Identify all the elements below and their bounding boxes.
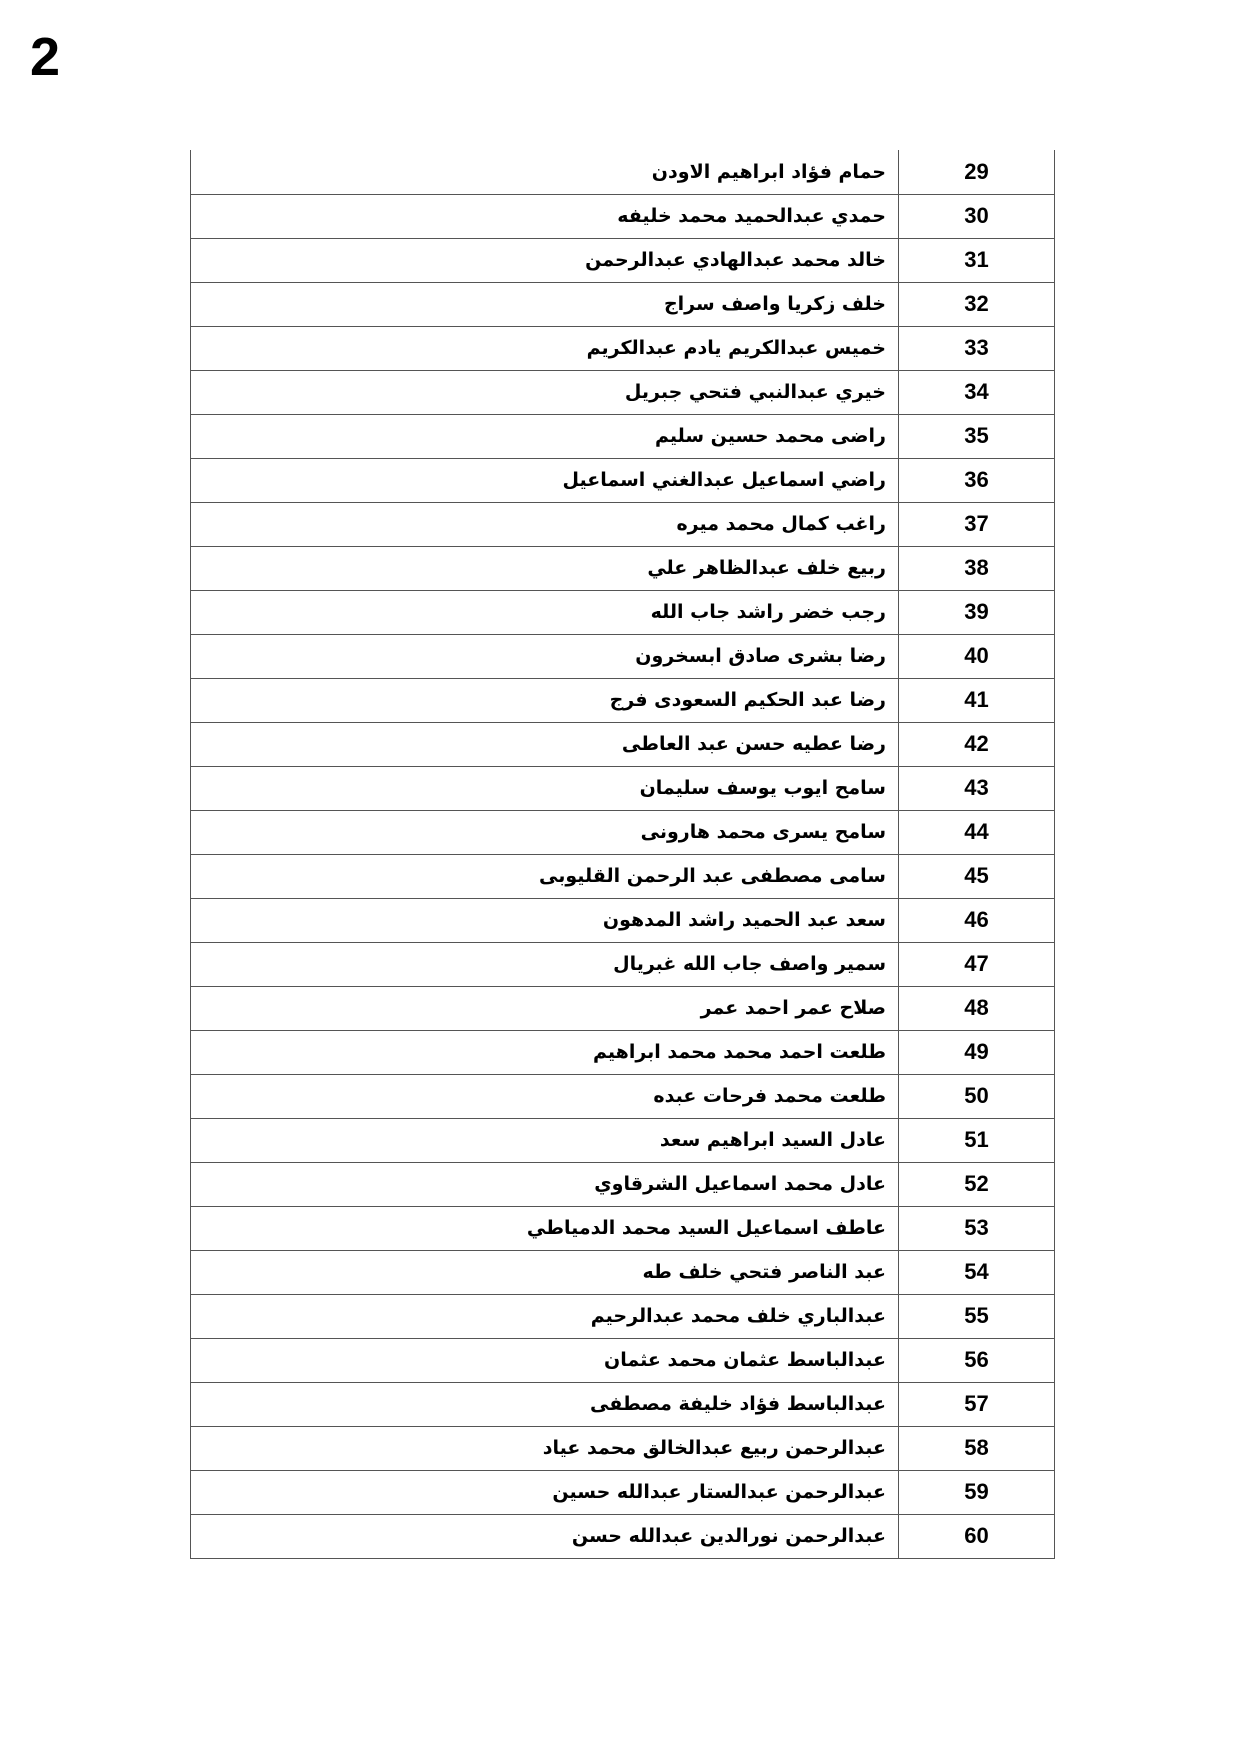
number-cell: 45 (899, 854, 1055, 898)
name-cell: سامح ايوب يوسف سليمان (191, 766, 899, 810)
table-row (191, 1162, 1055, 1206)
table-row (191, 1206, 1055, 1250)
table-row (191, 194, 1055, 238)
table-row (191, 1250, 1055, 1294)
name-cell: سامى مصطفى عبد الرحمن القليوبى (191, 854, 899, 898)
number-cell: 29 (899, 150, 1055, 194)
name-cell: خميس عبدالكريم يادم عبدالكريم (191, 326, 899, 370)
name-cell: عاطف اسماعيل السيد محمد الدمياطي (191, 1206, 899, 1250)
number-cell: 42 (899, 722, 1055, 766)
table-row (191, 1294, 1055, 1338)
table-row (191, 546, 1055, 590)
table-row (191, 458, 1055, 502)
name-cell: عبدالرحمن ربيع عبدالخالق محمد عياد (191, 1426, 899, 1470)
table-row (191, 370, 1055, 414)
number-cell: 49 (899, 1030, 1055, 1074)
table-row (191, 1338, 1055, 1382)
number-cell: 56 (899, 1338, 1055, 1382)
number-cell: 53 (899, 1206, 1055, 1250)
name-cell: رضا بشرى صادق ابسخرون (191, 634, 899, 678)
name-cell: طلعت احمد محمد محمد ابراهيم (191, 1030, 899, 1074)
table-row (191, 326, 1055, 370)
name-cell: خالد محمد عبدالهادي عبدالرحمن (191, 238, 899, 282)
name-cell: راضي اسماعيل عبدالغني اسماعيل (191, 458, 899, 502)
table-row (191, 414, 1055, 458)
name-cell: رضا عطيه حسن عبد العاطى (191, 722, 899, 766)
number-cell: 33 (899, 326, 1055, 370)
names-table (190, 150, 1055, 1559)
number-cell: 34 (899, 370, 1055, 414)
name-cell: سمير واصف جاب الله غبريال (191, 942, 899, 986)
number-cell: 60 (899, 1514, 1055, 1558)
number-cell: 32 (899, 282, 1055, 326)
name-cell: راغب كمال محمد ميره (191, 502, 899, 546)
name-cell: عبدالرحمن عبدالستار عبدالله حسين (191, 1470, 899, 1514)
number-cell: 54 (899, 1250, 1055, 1294)
table-row (191, 1118, 1055, 1162)
name-cell: حمدي عبدالحميد محمد خليفه (191, 194, 899, 238)
table-row (191, 722, 1055, 766)
number-cell: 47 (899, 942, 1055, 986)
table-row (191, 1470, 1055, 1514)
number-cell: 30 (899, 194, 1055, 238)
name-cell: ربيع خلف عبدالظاهر علي (191, 546, 899, 590)
name-cell: عبدالباسط عثمان محمد عثمان (191, 1338, 899, 1382)
name-cell: طلعت محمد فرحات عبده (191, 1074, 899, 1118)
name-cell: راضى محمد حسين سليم (191, 414, 899, 458)
names-table-body (191, 150, 1055, 1558)
table-row (191, 810, 1055, 854)
number-cell: 31 (899, 238, 1055, 282)
table-row (191, 282, 1055, 326)
number-cell: 48 (899, 986, 1055, 1030)
number-cell: 40 (899, 634, 1055, 678)
table-row (191, 1074, 1055, 1118)
name-cell: سامح يسرى محمد هارونى (191, 810, 899, 854)
number-cell: 39 (899, 590, 1055, 634)
table-row (191, 942, 1055, 986)
name-cell: حمام فؤاد ابراهيم الاودن (191, 150, 899, 194)
number-cell: 50 (899, 1074, 1055, 1118)
table-row (191, 1030, 1055, 1074)
name-cell: عبد الناصر فتحي خلف طه (191, 1250, 899, 1294)
table-row (191, 1382, 1055, 1426)
number-cell: 35 (899, 414, 1055, 458)
table-row (191, 854, 1055, 898)
number-cell: 37 (899, 502, 1055, 546)
table-row (191, 1426, 1055, 1470)
name-cell: خلف زكريا واصف سراج (191, 282, 899, 326)
table-row (191, 986, 1055, 1030)
table-row (191, 1514, 1055, 1558)
name-cell: عبدالباسط فؤاد خليفة مصطفى (191, 1382, 899, 1426)
table-row (191, 678, 1055, 722)
name-cell: عبدالرحمن نورالدين عبدالله حسن (191, 1514, 899, 1558)
table-row (191, 502, 1055, 546)
table-row (191, 898, 1055, 942)
name-cell: خيري عبدالنبي فتحي جبريل (191, 370, 899, 414)
table-row (191, 590, 1055, 634)
number-cell: 36 (899, 458, 1055, 502)
table-row (191, 634, 1055, 678)
name-cell: عبدالباري خلف محمد عبدالرحيم (191, 1294, 899, 1338)
name-cell: رضا عبد الحكيم السعودى فرج (191, 678, 899, 722)
number-cell: 46 (899, 898, 1055, 942)
number-cell: 41 (899, 678, 1055, 722)
name-cell: عادل السيد ابراهيم سعد (191, 1118, 899, 1162)
number-cell: 57 (899, 1382, 1055, 1426)
number-cell: 51 (899, 1118, 1055, 1162)
number-cell: 43 (899, 766, 1055, 810)
name-cell: رجب خضر راشد جاب الله (191, 590, 899, 634)
name-cell: عادل محمد اسماعيل الشرقاوي (191, 1162, 899, 1206)
page-number: 2 (30, 27, 61, 87)
number-cell: 58 (899, 1426, 1055, 1470)
number-cell: 38 (899, 546, 1055, 590)
table-row (191, 238, 1055, 282)
number-cell: 52 (899, 1162, 1055, 1206)
number-cell: 44 (899, 810, 1055, 854)
name-cell: صلاح عمر احمد عمر (191, 986, 899, 1030)
table-row (191, 150, 1055, 194)
table-row (191, 766, 1055, 810)
number-cell: 55 (899, 1294, 1055, 1338)
name-cell: سعد عبد الحميد راشد المدهون (191, 898, 899, 942)
number-cell: 59 (899, 1470, 1055, 1514)
